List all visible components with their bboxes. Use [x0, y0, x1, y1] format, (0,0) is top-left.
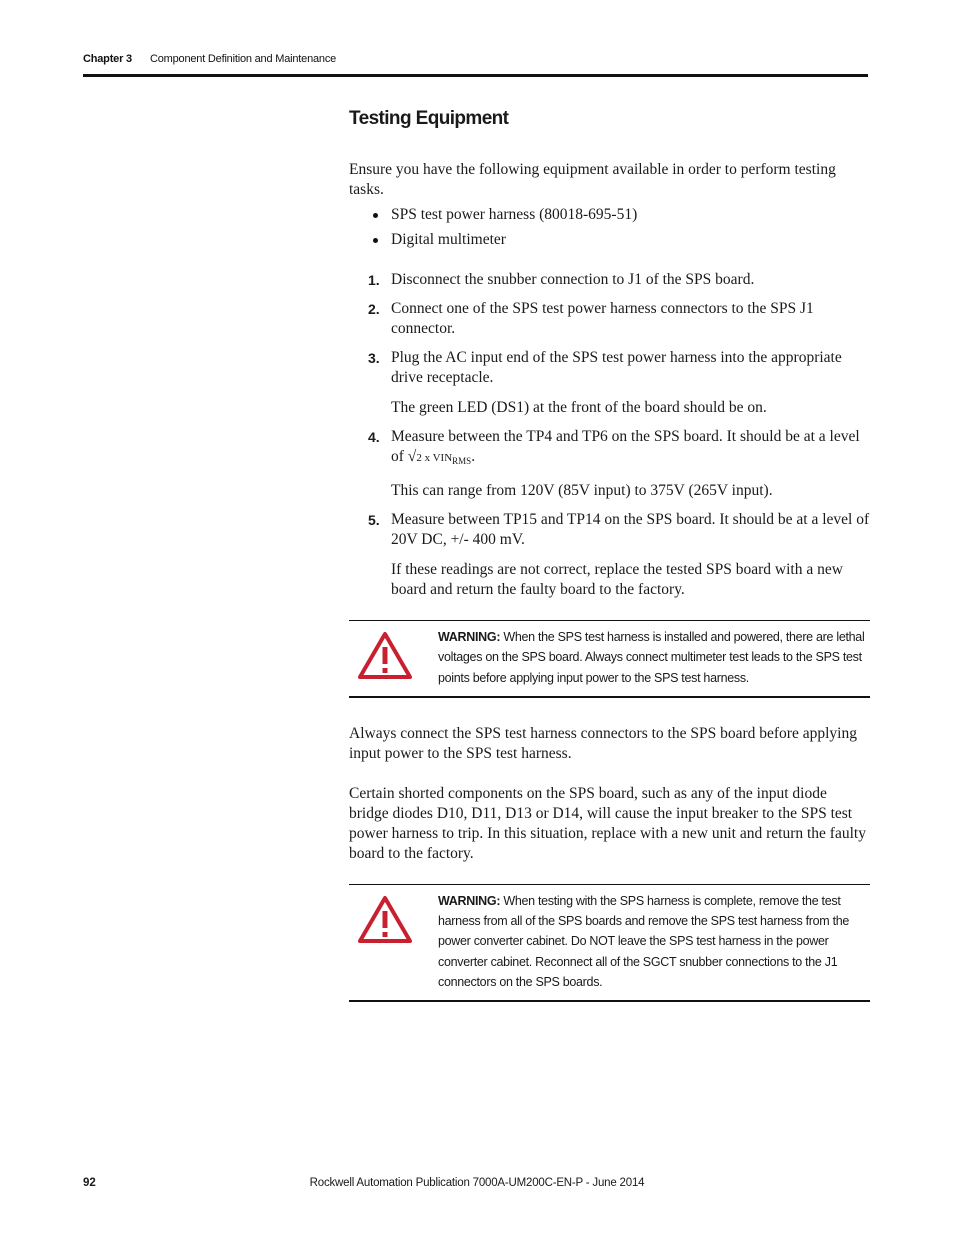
page-title: Testing Equipment [349, 108, 509, 129]
page-number: 92 [83, 1177, 96, 1189]
step-number: 2. [368, 301, 380, 317]
warning-text: When testing with the SPS harness is complete, remove the test harness from all of the SPS boards and remove the SPS test harness from the power converter cabinet. Do NOT leave the SPS test harness in the power converter cabinet. Reconnect all of the SGCT snubber connections to the J1 connectors on the SPS boards. [438, 893, 850, 990]
header-rule [83, 74, 868, 77]
step-5 [349, 510, 870, 600]
bullet-icon [373, 213, 378, 218]
publication-info: Rockwell Automation Publication 7000A-UM200C-EN-P - June 2014 [309, 1177, 645, 1189]
formula: √2 x VINRMS. [407, 448, 476, 466]
step-2 [349, 299, 870, 339]
step-3 [349, 348, 870, 418]
step-number: 5. [368, 512, 380, 528]
step-text: Measure between TP15 and TP14 on the SPS board. It should be at a level of 20V DC, +/- 400 mV. [391, 511, 870, 548]
step-text: Plug the AC input end of the SPS test power harness into the appropriate drive receptacle. [391, 349, 842, 386]
step-note: The green LED (DS1) at the front of the board should be on. [391, 399, 767, 416]
warning-label: WARNING: [438, 893, 501, 908]
intro-paragraph: Ensure you have the following equipment available in order to perform testing tasks. [349, 161, 836, 198]
running-header [83, 53, 868, 65]
step-text: Connect one of the SPS test power harness connectors to the SPS J1 connector. [391, 300, 814, 337]
warning-text: When the SPS test harness is installed and powered, there are lethal voltages on the SPS board. Always connect multimeter test leads to the SPS test points before applying input power to the SPS test harness. [438, 630, 865, 685]
procedure-steps [349, 270, 870, 600]
list-item: Digital multimeter [349, 230, 870, 250]
step-note: This can range from 120V (85V input) to 375V (265V input). [391, 482, 773, 499]
list-item: SPS test power harness (80018-695-51) [349, 205, 870, 225]
step-text: Measure between the TP4 and TP6 on the SPS board. It should be at a level of [391, 428, 860, 465]
main-content [349, 106, 870, 1028]
step-text: Disconnect the snubber connection to J1 of the SPS board. [391, 271, 755, 288]
root-symbol: √ [407, 448, 417, 465]
warning-box-1 [349, 620, 870, 698]
section-title: Component Definition and Maintenance [150, 53, 337, 65]
paragraph: Always connect the SPS test harness connectors to the SPS board before applying input power to the SPS test harness. [349, 724, 857, 762]
warning-triangle-icon [358, 631, 412, 679]
bullet-icon [373, 238, 378, 243]
paragraph: Certain shorted components on the SPS board, such as any of the input diode bridge diodes D10, D11, D13 or D14, will cause the input breaker to the SPS test power harness to trip. In this situation, replace with a new unit and return the faulty board to the factory. [349, 784, 866, 862]
step-4 [349, 427, 870, 501]
step-number: 1. [368, 272, 380, 288]
warning-triangle-icon [358, 895, 412, 943]
step-number: 3. [368, 350, 380, 366]
chapter-label: Chapter 3 [83, 53, 132, 65]
step-1 [349, 270, 870, 290]
warning-label: WARNING: [438, 630, 501, 644]
equipment-list [349, 205, 870, 250]
warning-box-2 [349, 884, 870, 1002]
step-note: If these readings are not correct, replace the tested SPS board with a new board and return the faulty board to the factory. [391, 561, 843, 598]
step-number: 4. [368, 429, 380, 445]
